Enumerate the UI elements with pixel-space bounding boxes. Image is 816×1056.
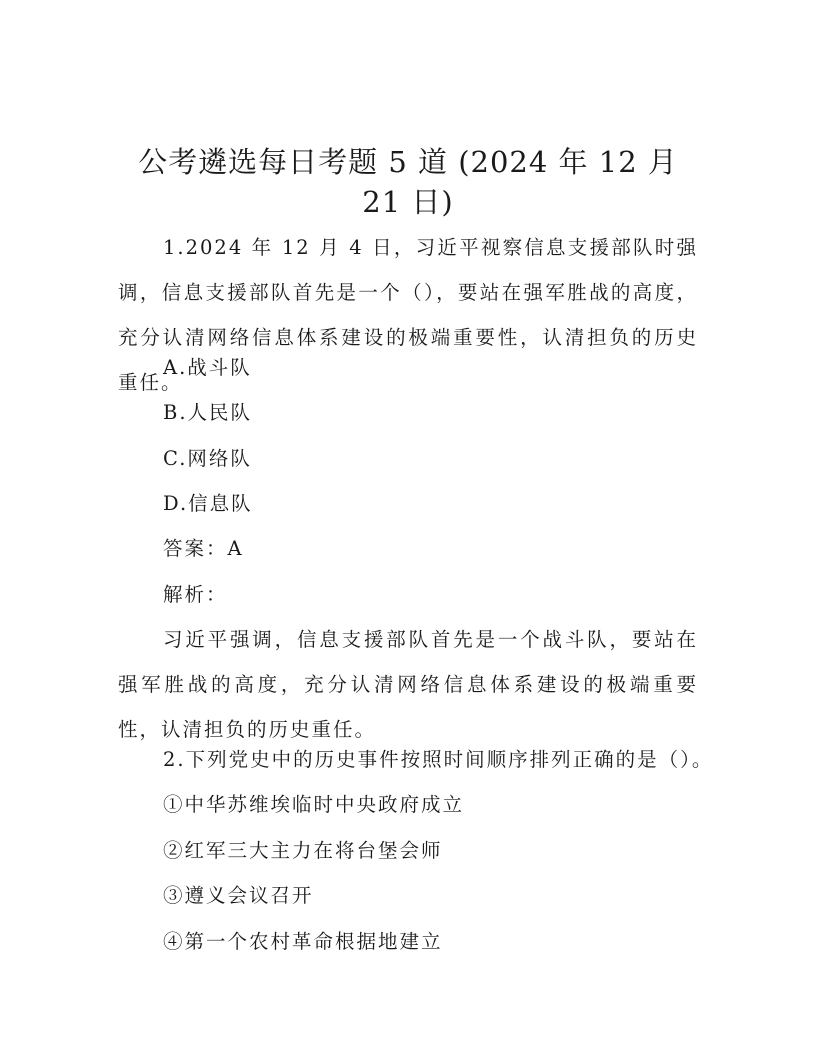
question-2-item-4: ④第一个农村革命根据地建立 bbox=[163, 930, 443, 953]
question-1-answer: 答案：A bbox=[163, 537, 244, 560]
question-1-analysis: 习近平强调，信息支援部队首先是一个战斗队，要站在强军胜战的高度，充分认清网络信息体系建设的极端重要性，认清担负的历史重任。 bbox=[118, 628, 698, 741]
question-2-item-1: ①中华苏维埃临时中央政府成立 bbox=[163, 793, 465, 816]
question-2-item-3: ③遵义会议召开 bbox=[163, 884, 314, 907]
question-1-stem: 1.2024 年 12 月 4 日，习近平视察信息支援部队时强调，信息支援部队首先是一个（），要站在强军胜战的高度，充分认清网络信息体系建设的极端重要性，认清担负的历史重任。 bbox=[118, 236, 698, 394]
question-1-option-d: D.信息队 bbox=[163, 492, 253, 515]
question-2-stem: 2.下列党史中的历史事件按照时间顺序排列正确的是（）。 bbox=[163, 748, 714, 771]
question-2-item-2: ②红军三大主力在将台堡会师 bbox=[163, 839, 443, 862]
document-title: 公考遴选每日考题 5 道 (2024 年 12 月 21 日) bbox=[138, 145, 678, 219]
question-1-analysis-label: 解析： bbox=[163, 583, 228, 606]
question-1-option-b: B.人民队 bbox=[163, 401, 253, 424]
question-1-option-c: C.网络队 bbox=[163, 447, 252, 470]
question-1-option-a: A.战斗队 bbox=[163, 356, 252, 379]
